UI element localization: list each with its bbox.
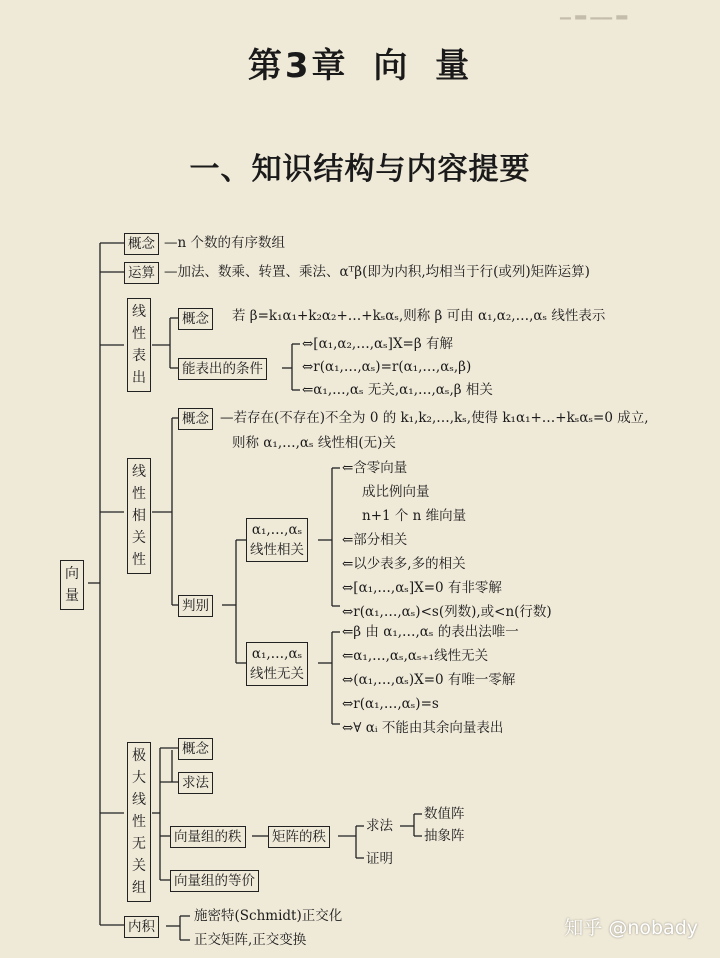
dependent-item: 成比例向量: [362, 484, 430, 500]
max-indep-method-node: 求法: [178, 772, 213, 794]
dependent-label-vectors: α₁,…,αₛ: [251, 522, 303, 538]
linear-rep-concept-text: 若 β=k₁α₁+k₂α₂+…+kₛαₛ,则称 β 可由 α₁,α₂,…,αₛ 线性表示: [232, 308, 606, 324]
section-title: 一、知识结构与内容提要: [189, 152, 531, 187]
dependent-item: ⇐以少表多,多的相关: [342, 556, 466, 572]
operation-text: —加法、数乘、转置、乘法、αᵀβ(即为内积,均相当于行(或列)矩阵运算): [164, 264, 590, 280]
independent-node: [246, 642, 308, 686]
linear-rep-condition-node: 能表出的条件: [178, 358, 267, 380]
abstract-matrix-label: 抽象阵: [424, 828, 465, 844]
rank-node: 向量组的秩: [170, 826, 246, 848]
independent-criteria: [342, 620, 519, 740]
watermark: 知乎 @nobady: [564, 917, 698, 939]
numeric-matrix-label: 数值阵: [424, 806, 465, 822]
independent-label-vectors: α₁,…,αₛ: [251, 646, 303, 662]
orthogonal-label: 正交矩阵,正交变换: [194, 932, 307, 948]
schmidt-label: 施密特(Schmidt)正交化: [194, 908, 343, 924]
max-indep-concept-node: 概念: [178, 738, 213, 760]
dependent-item: ⇐含零向量: [342, 460, 408, 476]
operation-node: 运算: [124, 262, 159, 284]
independent-item: ⇐α₁,…,αₛ,αₛ₊₁线性无关: [342, 648, 489, 664]
inner-product-node: 内积: [124, 916, 159, 938]
concept-node: 概念: [124, 233, 159, 255]
max-indep-label: 极大线性无关组: [132, 748, 146, 896]
linear-rep-condition-1: ⇔[α₁,α₂,…,αₛ]X=β 有解: [302, 336, 453, 352]
linear-rep-label: 线性表出: [132, 304, 146, 386]
independent-label-text: 线性无关: [250, 666, 304, 682]
linear-rep-condition-2: ⇔r(α₁,…,αₛ)=r(α₁,…,αₛ,β): [302, 359, 472, 375]
bleed-through-mark: ▁ ▂ ▁▁ ▂: [560, 4, 628, 20]
proof-label: 证明: [366, 851, 393, 867]
independent-item: ⇔r(α₁,…,αₛ)=s: [342, 696, 439, 712]
linear-rep-concept-node: 概念: [178, 308, 213, 330]
independent-item: ⇔(α₁,…,αₛ)X=0 有唯一零解: [342, 672, 516, 688]
linear-dep-node: [127, 458, 151, 574]
independent-item: ⇐β 由 α₁,…,αₛ 的表出法唯一: [342, 624, 519, 640]
dependent-criteria: [342, 456, 552, 624]
independent-item: ⇔∀ αᵢ 不能由其余向量表出: [342, 720, 504, 736]
linear-dep-label: 线性相关性: [132, 464, 146, 568]
chapter-title: 第3章 向 量: [247, 46, 473, 86]
linear-dep-concept-line1: —若存在(不存在)不全为 0 的 k₁,k₂,…,kₛ,使得 k₁α₁+…+kₛαₛ=0 成立,: [220, 410, 649, 426]
equivalence-node: 向量组的等价: [170, 870, 259, 892]
root-node: 向量: [60, 560, 84, 610]
linear-rep-node: [127, 298, 151, 392]
judge-node: 判别: [178, 595, 213, 617]
linear-dep-concept-line2: 则称 α₁,…,αₛ 线性相(无)关: [232, 435, 396, 451]
dependent-item: ⇐部分相关: [342, 532, 408, 548]
dependent-item: ⇔[α₁,…,αₛ]X=0 有非零解: [342, 580, 502, 596]
linear-dep-concept-node: 概念: [178, 408, 213, 430]
dependent-item: ⇔r(α₁,…,αₛ)<s(列数),或<n(行数): [342, 604, 552, 620]
dependent-label-text: 线性相关: [250, 542, 304, 558]
concept-text: —n 个数的有序数组: [164, 235, 285, 251]
max-indep-node: [127, 742, 151, 902]
linear-rep-condition-3: ⇐α₁,…,αₛ 无关,α₁,…,αₛ,β 相关: [302, 382, 493, 398]
matrix-rank-node: 矩阵的秩: [268, 826, 330, 848]
dependent-node: [246, 518, 308, 562]
dependent-item: n+1 个 n 维向量: [362, 508, 467, 524]
rank-method-label: 求法: [366, 818, 393, 834]
